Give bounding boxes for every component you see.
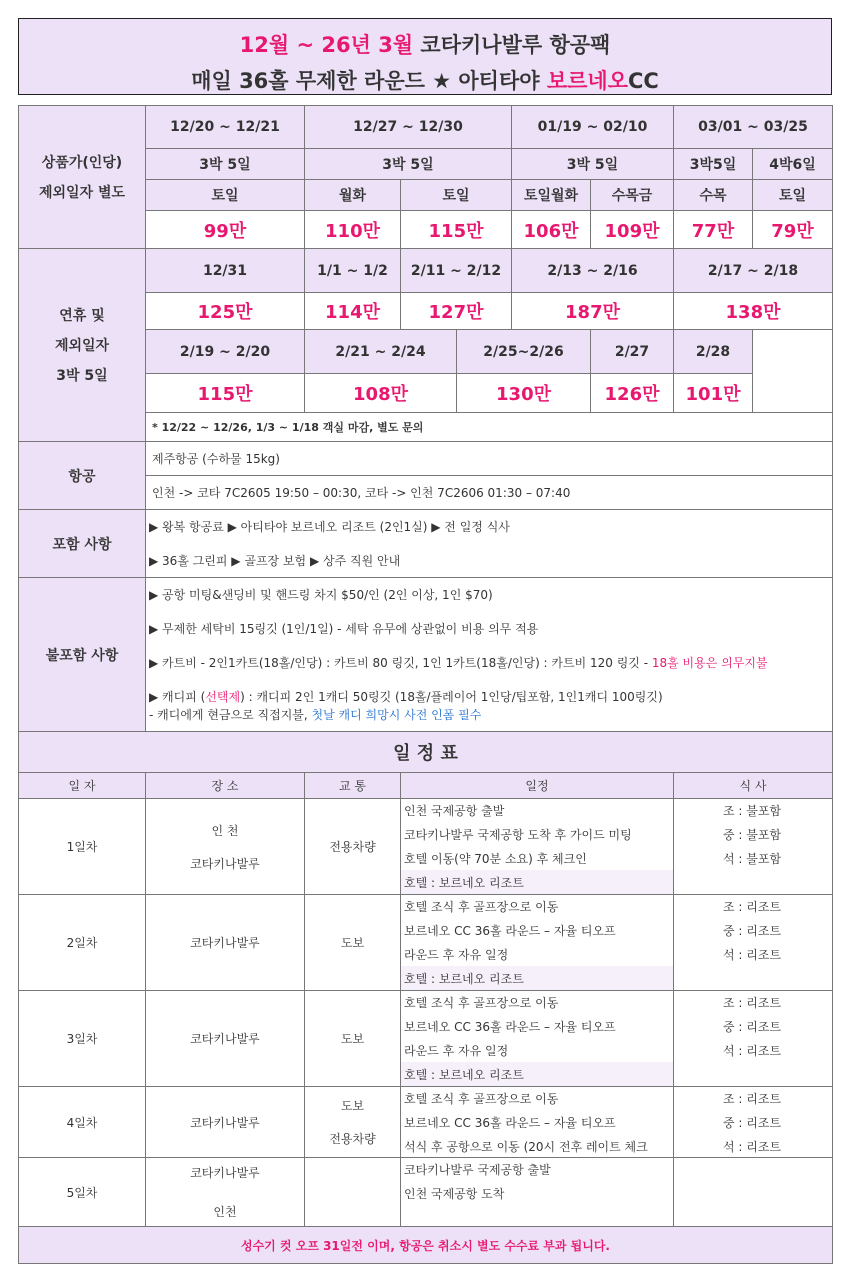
day-label: 1일차: [18, 798, 146, 895]
day-cell: 수목: [673, 179, 753, 211]
itinerary-line: 호텔 조식 후 골프장으로 이동: [404, 900, 559, 914]
place-cell: 코타키나발루: [145, 990, 305, 1087]
holiday-label-1: 연휴 및: [59, 308, 105, 324]
price-cell: 79만: [752, 210, 833, 249]
holiday-date-cell: 2/27: [590, 329, 674, 374]
excluded-line-3: ▶ 카트비 - 2인1카트(18홀/인당) : 카트비 80 링깃, 1인 1카트(18홀/인당) : 카트비 120 링깃 - 18홀 비용은 의무지불: [149, 656, 768, 670]
flight-airline: 제주항공 (수하물 15kg): [145, 441, 833, 476]
meal-line: 석 : 리조트: [723, 1044, 782, 1058]
holiday-date-cell: 2/17 ~ 2/18: [673, 248, 833, 293]
itinerary-line: 호텔 이동(약 70분 소요) 후 체크인: [404, 852, 587, 866]
duration-cell: 3박 5일: [304, 148, 512, 180]
meal-line: 석 : 불포함: [723, 852, 782, 866]
day-label: 2일차: [18, 894, 146, 991]
duration-cell: 4박6일: [752, 148, 833, 180]
transport-name: 도보: [340, 1099, 365, 1113]
place-name: 코타키나발루: [190, 1166, 260, 1180]
holiday-date-cell: 12/31: [145, 248, 305, 293]
excluded-line-4: ▶ 캐디피 (선택제) : 캐디피 2인 1캐디 50링깃 (18홀/플레이어 1인당/팁포함, 1인1캐디 100링깃): [149, 690, 663, 704]
holiday-date-cell: 2/11 ~ 2/12: [400, 248, 512, 293]
holiday-price-cell: 127만: [400, 292, 512, 330]
flight-route: 인천 -> 코타 7C2605 19:50 – 00:30, 코타 -> 인천 7C2606 01:30 – 07:40: [145, 475, 833, 510]
title-box: [18, 18, 832, 95]
place-cell: 코타키나발루: [145, 1086, 305, 1158]
itinerary-line: 인천 국제공항 도착: [404, 1187, 505, 1201]
holiday-date-cell: 2/19 ~ 2/20: [145, 329, 305, 374]
day-cell: 토일: [145, 179, 305, 211]
excluded-label: 불포함 사항: [18, 577, 146, 732]
closure-note: * 12/22 ~ 12/26, 1/3 ~ 1/18 객실 마감, 별도 문의: [145, 412, 833, 442]
included-line-2: ▶ 36홀 그린피 ▶ 골프장 보험 ▶ 상주 직원 안내: [149, 554, 401, 568]
itinerary-line: 보르네오 CC 36홀 라운드 – 자율 티오프: [404, 1020, 616, 1034]
transport-name: 전용차량: [329, 1132, 376, 1146]
place-cell: [145, 798, 305, 895]
included-label: 포함 사항: [18, 509, 146, 578]
holiday-label-cell: [18, 248, 146, 442]
price-cell: 99만: [145, 210, 305, 249]
itinerary-line: 호텔 : 보르네오 리조트: [404, 876, 524, 890]
meal-line: 석 : 리조트: [723, 1140, 782, 1154]
day-label: 3일차: [18, 990, 146, 1087]
excluded-line-5: - 캐디에게 현금으로 직접지불, 첫날 캐디 희망시 사전 인폼 필수: [149, 708, 482, 722]
itinerary-line: 코타키나발루 국제공항 출발: [404, 1163, 551, 1177]
place-name: 인천: [213, 1205, 237, 1219]
duration-cell: 3박5일: [673, 148, 753, 180]
itinerary-line: 보르네오 CC 36홀 라운드 – 자율 티오프: [404, 1116, 616, 1130]
day-cell: 토일: [752, 179, 833, 211]
holiday-date-cell: 2/25~2/26: [456, 329, 591, 374]
excluded-line-1: ▶ 공항 미팅&샌딩비 및 핸드링 차지 $50/인 (2인 이상, 1인 $70): [149, 588, 493, 602]
transport-cell: 도보: [304, 894, 401, 991]
day-cell: 토일월화: [511, 179, 591, 211]
period-cell: 01/19 ~ 02/10: [511, 105, 674, 149]
itinerary-line: 호텔 : 보르네오 리조트: [404, 972, 524, 986]
price-cell: 109만: [590, 210, 674, 249]
price-exclusion-label: 제외일자 별도: [38, 185, 126, 201]
schedule-header: 장 소: [145, 772, 305, 799]
holiday-price-cell: 108만: [304, 373, 457, 413]
title-line-2: 매일 36홀 무제한 라운드 ★ 아티타야 보르네오CC: [191, 69, 659, 93]
itinerary-line: 석식 후 공항으로 이동 (20시 전후 레이트 체크: [404, 1140, 648, 1154]
footer-note: 성수기 컷 오프 31일전 이며, 항공은 취소시 별도 수수료 부과 됩니다.: [18, 1226, 833, 1264]
itinerary-line: 호텔 조식 후 골프장으로 이동: [404, 1092, 559, 1106]
holiday-date-cell: 1/1 ~ 1/2: [304, 248, 401, 293]
place-cell: [145, 1157, 305, 1227]
flight-label: 항공: [18, 441, 146, 510]
price-cell: 77만: [673, 210, 753, 249]
place-cell: 코타키나발루: [145, 894, 305, 991]
meal-line: 조 : 리조트: [723, 1092, 782, 1106]
itinerary-line: 라운드 후 자유 일정: [404, 948, 509, 962]
transport-cell: 도보: [304, 990, 401, 1087]
period-cell: 12/20 ~ 12/21: [145, 105, 305, 149]
meal-line: 중 : 리조트: [723, 924, 782, 938]
place-name: 코타키나발루: [190, 856, 260, 871]
meal-line: 중 : 리조트: [723, 1116, 782, 1130]
itinerary-line: 보르네오 CC 36홀 라운드 – 자율 티오프: [404, 924, 616, 938]
title-line-1: 12월 ~ 26년 3월 코타키나발루 항공팩: [239, 33, 611, 57]
itinerary-line: 호텔 조식 후 골프장으로 이동: [404, 996, 559, 1010]
transport-cell: [304, 1157, 401, 1227]
transport-cell: 전용차량: [304, 798, 401, 895]
holiday-label-2: 제외일자: [54, 338, 110, 354]
main-table: [18, 105, 833, 1265]
itinerary-line: 호텔 : 보르네오 리조트: [404, 1068, 524, 1082]
holiday-price-cell: 114만: [304, 292, 401, 330]
itinerary-line: 코타키나발루 국제공항 도착 후 가이드 미팅: [404, 828, 632, 842]
holiday-date-cell: 2/21 ~ 2/24: [304, 329, 457, 374]
itinerary-line: 인천 국제공항 출발: [404, 804, 505, 818]
schedule-header: 일정: [400, 772, 674, 799]
day-cell: 월화: [304, 179, 401, 211]
itinerary-line: 라운드 후 자유 일정: [404, 1044, 509, 1058]
excluded-line-2: ▶ 무제한 세탁비 15링깃 (1인/1일) - 세탁 유무에 상관없이 비용 의무 적용: [149, 622, 539, 636]
duration-cell: 3박 5일: [511, 148, 674, 180]
price-cell: 110만: [304, 210, 401, 249]
price-label: 상품가(인당): [41, 155, 123, 171]
holiday-price-cell: 101만: [673, 373, 753, 413]
holiday-price-cell: 130만: [456, 373, 591, 413]
price-cell: 106만: [511, 210, 591, 249]
schedule-header: 식 사: [673, 772, 833, 799]
day-cell: 토일: [400, 179, 512, 211]
price-label-cell: [18, 105, 146, 249]
meal-line: 조 : 불포함: [723, 804, 782, 818]
holiday-price-cell: 126만: [590, 373, 674, 413]
included-line-1: ▶ 왕복 항공료 ▶ 아티타야 보르네오 리조트 (2인1실) ▶ 전 일정 식사: [149, 520, 510, 534]
meal-line: 석 : 리조트: [723, 948, 782, 962]
day-cell: 수목금: [590, 179, 674, 211]
meal-line: 조 : 리조트: [723, 996, 782, 1010]
empty-cell: [752, 329, 833, 413]
holiday-price-cell: 115만: [145, 373, 305, 413]
price-cell: 115만: [400, 210, 512, 249]
meal-line: 중 : 리조트: [723, 1020, 782, 1034]
schedule-header: 교 통: [304, 772, 401, 799]
meal-line: 조 : 리조트: [723, 900, 782, 914]
duration-cell: 3박 5일: [145, 148, 305, 180]
transport-cell: [304, 1086, 401, 1158]
holiday-label-3: 3박 5일: [56, 368, 108, 384]
place-name: 인 천: [211, 823, 239, 838]
day-label: 5일차: [18, 1157, 146, 1227]
schedule-title: 일 정 표: [18, 731, 833, 773]
day-label: 4일차: [18, 1086, 146, 1158]
holiday-price-cell: 125만: [145, 292, 305, 330]
holiday-price-cell: 138만: [673, 292, 833, 330]
meal-line: 중 : 불포함: [723, 828, 782, 842]
holiday-price-cell: 187만: [511, 292, 674, 330]
period-cell: 12/27 ~ 12/30: [304, 105, 512, 149]
meal-cell: [673, 1157, 833, 1227]
period-cell: 03/01 ~ 03/25: [673, 105, 833, 149]
holiday-date-cell: 2/13 ~ 2/16: [511, 248, 674, 293]
schedule-header: 일 자: [18, 772, 146, 799]
holiday-date-cell: 2/28: [673, 329, 753, 374]
